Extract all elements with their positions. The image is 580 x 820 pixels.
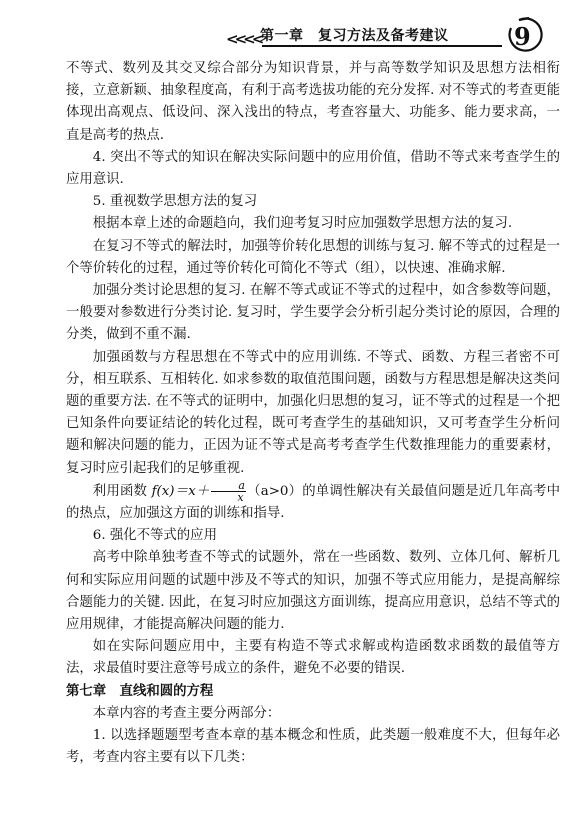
section-heading: 5. 重视数学思想方法的复习 [92,194,258,210]
paragraph: 本章内容的考查主要分两部分： [92,705,281,721]
paragraph: 根据本章上述的命题趋向，我们迎考复习时应加强数学思想方法的复习. [92,216,513,232]
section-heading: 6. 强化不等式的应用 [92,528,217,544]
header-rule [262,45,502,47]
chapter-title: 第一章 复习方法及备考建议 [260,28,449,44]
paragraph: 加强分类讨论思想的复习. 在解不等式或证不等式的过程中，如含参数等问题，一般要对参数进行分类讨论. 复习时，学生要学会分析引起分类讨论的原因，合理的分类，做到不重不漏. [66,283,560,343]
formula-fraction [211,480,246,503]
paragraph: 加强函数与方程思想在不等式中的应用训练. 不等式、函数、方程三者密不可分，相互联系、互相转化. 如求参数的取值范围问题，函数与方程思想是解决这类问题的重要方法. 在不等式的证明中，加强化归思想的复习，证不等式的过程是一个把已知条件向要证结论的转化过程，既可考查学生的基础知识，又可考查学生分析问题和解决问题的能力，正因为证不等式是高考考查学生代数推理能力的重要素材，复习时应引起我们的足够重视. [66,349,560,476]
fraction-denominator: x [237,490,244,504]
formula-condition: （a>0） [246,483,303,499]
paragraph: 不等式、数列及其交叉综合部分为知识背景，并与高等数学知识及思想方法相衔接，立意新颖、抽象程度高，有利于高考选拔功能的充分发挥. 对不等式的考查更能体现出高观点、低设问、深入浅出的特点，考查容量大、功能多、能力要求高，一直是高考的热点. [66,61,560,143]
header-arrows-icon: <<<< [226,30,261,48]
page-body [66,58,560,770]
paragraph: 高考中除单独考查不等式的试题外，常在一些函数、数列、立体几何、解析几何和实际应用问题的试题中涉及不等式的知识，加强不等式应用能力，是提高解综合题能力的关键. 因此，在复习时应加强这方面训练，提高应用意识，总结不等式的应用规律，才能提高解决问题的能力. [66,550,560,633]
paragraph-with-formula [66,480,560,525]
paragraph: 4. 突出不等式的知识在解决实际问题中的应用价值，借助不等式来考查学生的应用意识. [66,149,560,188]
fraction-numerator: a [211,480,246,492]
chapter-heading: 第七章 直线和圆的方程 [66,683,214,699]
paragraph: 如在实际问题应用中，主要有构造不等式求解或构造函数求函数的最值等方法，求最值时要注意等号成立的条件，避免不必要的错误. [66,639,560,677]
paragraph: 1. 以选择题题型考查本章的基本概念和性质，此类题一般难度不大，但每年必考，考查内容主要有以下几类： [66,728,560,766]
formula-trailing-text: 的单调性解决有关最值问题是近几年高考中的热点，应加强这方面的训练和指导. [66,483,560,522]
paragraph: 在复习不等式的解法时，加强等价转化思想的训练与复习. 解不等式的过程是一个等价转化的过程，通过等价转化可简化不等式（组），以快速、准确求解. [66,238,560,276]
page-header [0,0,580,58]
page-number: 9 [514,22,531,51]
formula-lead-text: 利用函数 [92,483,152,499]
formula-function: f(x)＝x＋ [151,483,210,499]
